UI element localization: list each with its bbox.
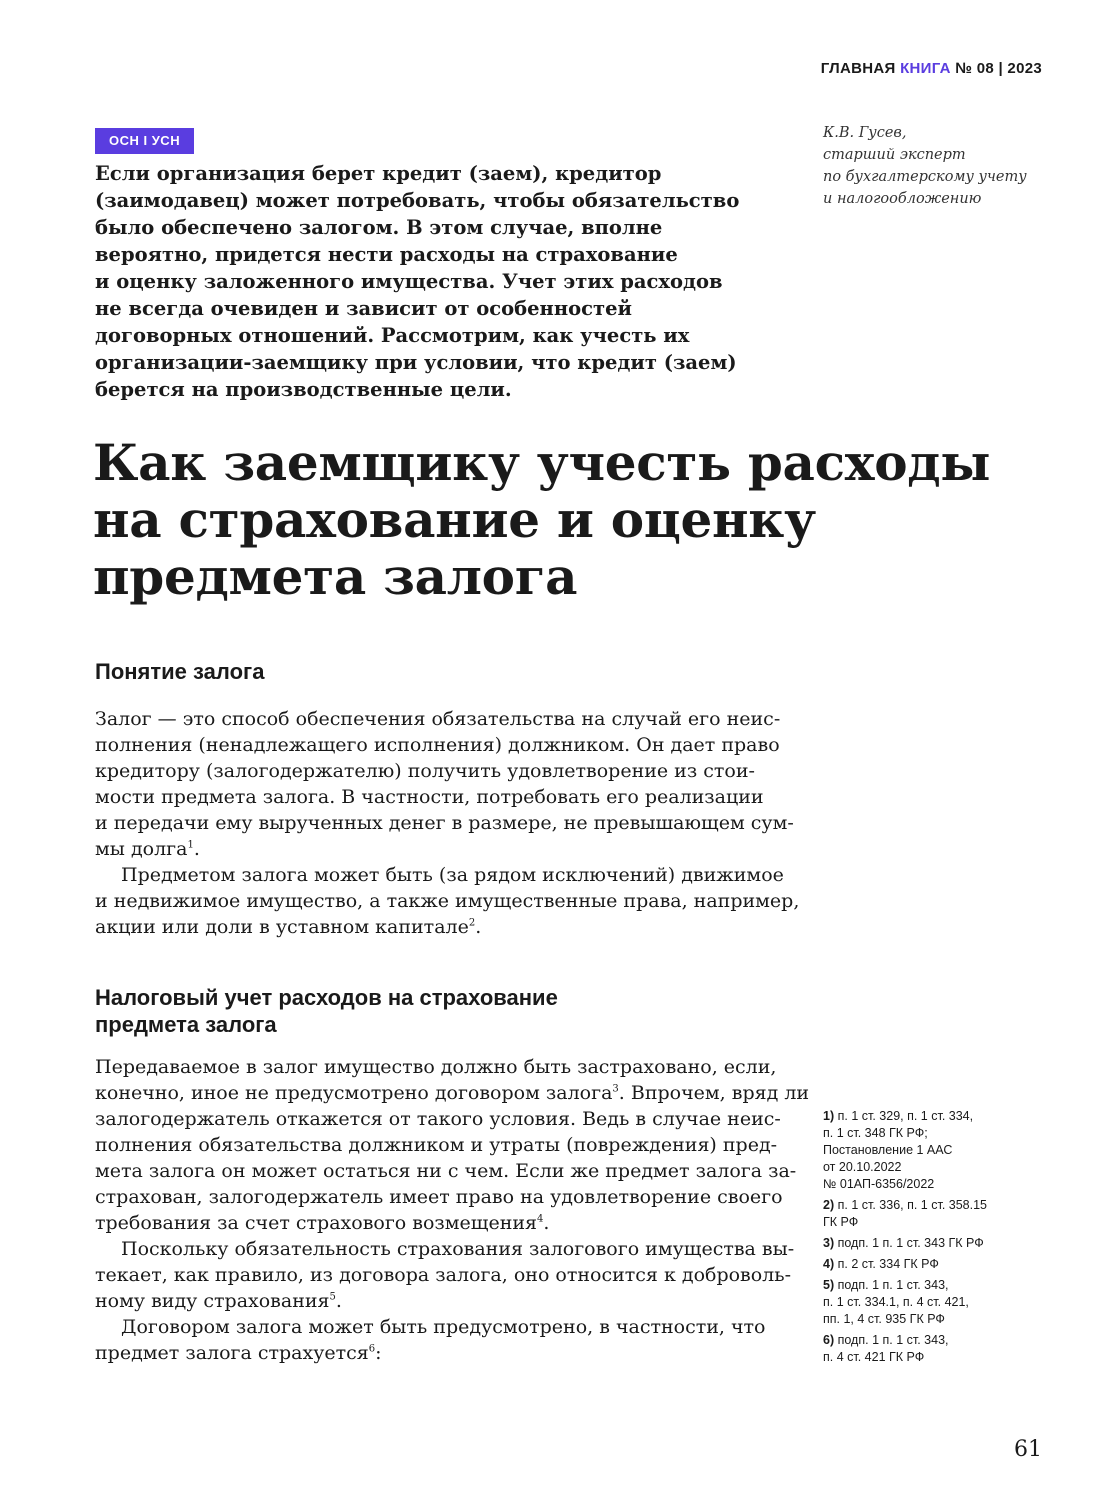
- footnote-line: [823, 1197, 1063, 1214]
- footnote-ref[interactable]: 2: [468, 917, 476, 929]
- body-line: залогодержатель откажется от такого условия. Ведь в случае неис-: [95, 1108, 781, 1130]
- body-text: конечно, иное не предусмотрено договором залога: [95, 1082, 613, 1104]
- lead-line: было обеспечено залогом. В этом случае, вполне: [95, 216, 663, 239]
- footnote: [823, 1197, 1063, 1231]
- body-line: Поскольку обязательность страхования залогового имущества вы-: [121, 1238, 795, 1260]
- footnote-line: п. 4 ст. 421 ГК РФ: [823, 1350, 925, 1364]
- body-text: .: [193, 838, 200, 860]
- footnote-line: от 20.10.2022: [823, 1160, 902, 1174]
- author-line: старший эксперт: [823, 147, 966, 163]
- section-heading-text: предмета залога: [95, 1012, 277, 1037]
- lead-line: не всегда очевиден и зависит от особенностей: [95, 297, 632, 320]
- body-line: и недвижимое имущество, а также имущественные права, например,: [95, 890, 800, 912]
- body-line: мета залога он может остаться ни с чем. Если же предмет залога за-: [95, 1160, 797, 1182]
- body-line: [95, 1210, 775, 1236]
- section-heading-text: Понятие залога: [95, 659, 265, 684]
- body-line: [95, 1080, 810, 1106]
- footnote-line: п. 1 ст. 334.1, п. 4 ст. 421,: [823, 1295, 969, 1309]
- body-line: Договором залога может быть предусмотрено, в частности, что: [121, 1316, 766, 1338]
- footnote-number: 5): [823, 1278, 835, 1292]
- title-line: предмета залога: [93, 547, 578, 606]
- body-text: предмет залога страхуется: [95, 1342, 369, 1364]
- footnote-text: подп. 1 п. 1 ст. 343,: [837, 1333, 949, 1347]
- section-heading-text: Налоговый учет расходов на страхование: [95, 985, 558, 1010]
- body-text: мы долга: [95, 838, 188, 860]
- footnote-ref[interactable]: 6: [368, 1343, 376, 1355]
- lead-line: вероятно, придется нести расходы на страхование: [95, 243, 678, 266]
- footnote-number: 4): [823, 1257, 835, 1271]
- body-line: полнения обязательства должником и утраты (повреждения) пред-: [95, 1134, 778, 1156]
- body-line: полнения (ненадлежащего исполнения) должником. Он дает право: [95, 734, 780, 756]
- section-heading-tax: [95, 984, 558, 1038]
- article-title: [93, 433, 991, 606]
- masthead-issue: № 08 | 2023: [955, 60, 1042, 77]
- title-line: Как заемщику учесть расходы: [93, 433, 991, 492]
- body-text: :: [375, 1342, 382, 1364]
- footnote: [823, 1235, 1063, 1252]
- lead-line: берется на производственные цели.: [95, 378, 512, 401]
- body-line: [95, 836, 775, 862]
- footnote-line: № 01АП-6356/2022: [823, 1177, 935, 1191]
- footnote-line: пп. 1, 4 ст. 935 ГК РФ: [823, 1312, 945, 1326]
- footnote-line: Постановление 1 ААС: [823, 1143, 953, 1157]
- body-line: кредитору (залогодержателю) получить удовлетворение из стои-: [95, 760, 755, 782]
- body-text: .: [543, 1212, 550, 1234]
- lead-line: и оценку заложенного имущества. Учет этих расходов: [95, 270, 723, 293]
- lead-line: Если организация берет кредит (заем), кредитор: [95, 162, 662, 185]
- footnote-line: [823, 1256, 1063, 1273]
- masthead-brand: ГЛАВНАЯ: [820, 60, 896, 77]
- footnote-line: [823, 1108, 1063, 1125]
- body-text: . Впрочем, вряд ли: [618, 1082, 810, 1104]
- lead-paragraph: [95, 160, 775, 403]
- body-text: акции или доли в уставном капитале: [95, 916, 469, 938]
- masthead-brand-accent: КНИГА: [900, 60, 951, 77]
- footnotes: [823, 1108, 1063, 1370]
- footnote: [823, 1332, 1063, 1366]
- footnote-text: п. 1 ст. 336, п. 1 ст. 358.15: [837, 1198, 987, 1212]
- body-line: страхован, залогодержатель имеет право на удовлетворение своего: [95, 1186, 783, 1208]
- body-line: Предметом залога может быть (за рядом исключений) движимое: [121, 864, 784, 886]
- footnote-number: 3): [823, 1236, 835, 1250]
- body-line: [95, 1340, 775, 1366]
- footnote-ref[interactable]: 3: [612, 1083, 619, 1095]
- body-line: мости предмета залога. В частности, потребовать его реализации: [95, 786, 764, 808]
- lead-line: (заимодавец) может потребовать, чтобы обязательство: [95, 189, 740, 212]
- footnote-line: ГК РФ: [823, 1215, 859, 1229]
- page-number: 61: [1014, 1437, 1042, 1462]
- body-line: Передаваемое в залог имущество должно быть застраховано, если,: [95, 1056, 777, 1078]
- footnote-ref[interactable]: 5: [329, 1291, 336, 1303]
- footnote: [823, 1256, 1063, 1273]
- footnote-text: п. 1 ст. 329, п. 1 ст. 334,: [837, 1109, 974, 1123]
- body-line: текает, как правило, из договора залога, оно относится к доброволь-: [95, 1264, 792, 1286]
- footnote-ref[interactable]: 4: [537, 1213, 544, 1225]
- footnote-number: 2): [823, 1198, 835, 1212]
- body-line: [95, 1288, 775, 1314]
- body-text: .: [475, 916, 482, 938]
- footnote-line: [823, 1277, 1063, 1294]
- rubric-badge: ОСН I УСН: [95, 128, 194, 154]
- author-line: по бухгалтерскому учету: [823, 169, 1027, 185]
- body-line: и передачи ему вырученных денег в размере, не превышающем сум-: [95, 812, 794, 834]
- footnote: [823, 1277, 1063, 1328]
- lead-line: организации-заемщику при условии, что кредит (заем): [95, 351, 737, 374]
- author-line: К.В. Гусев,: [823, 125, 907, 141]
- body-line: [95, 914, 775, 940]
- footnote-line: [823, 1332, 1063, 1349]
- body-text: .: [335, 1290, 342, 1312]
- footnote-ref[interactable]: 1: [187, 839, 194, 851]
- lead-line: договорных отношений. Рассмотрим, как учесть их: [95, 324, 690, 347]
- author-block: [823, 122, 1063, 210]
- footnote-number: 1): [823, 1109, 835, 1123]
- footnote-text: подп. 1 п. 1 ст. 343,: [837, 1278, 949, 1292]
- footnote-text: п. 2 ст. 334 ГК РФ: [837, 1257, 939, 1271]
- title-line: на страхование и оценку: [93, 490, 816, 549]
- footnote-number: 6): [823, 1333, 835, 1347]
- section1-body: [95, 706, 800, 940]
- footnote-line: [823, 1235, 1063, 1252]
- body-text: требования за счет страхового возмещения: [95, 1212, 538, 1234]
- footnote-text: подп. 1 п. 1 ст. 343 ГК РФ: [837, 1236, 984, 1250]
- author-line: и налогообложению: [823, 191, 982, 207]
- section2-body: [95, 1054, 810, 1366]
- body-line: Залог — это способ обеспечения обязательства на случай его неис-: [95, 708, 781, 730]
- masthead: [821, 60, 1042, 77]
- footnote: [823, 1108, 1063, 1193]
- body-text: ному виду страхования: [95, 1290, 330, 1312]
- section-heading-pledge: [95, 658, 264, 685]
- footnote-line: п. 1 ст. 348 ГК РФ;: [823, 1126, 928, 1140]
